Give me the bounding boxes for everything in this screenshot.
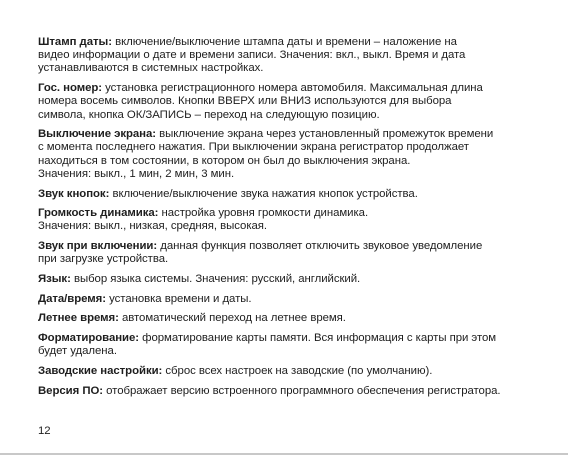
setting-description: установка времени и даты. <box>106 292 252 305</box>
entry-line <box>38 312 540 325</box>
setting-description: видео информации о дате и времени записи. Значения: вкл., выкл. Время и дата <box>38 49 466 62</box>
setting-description: устанавливаются в системных настройках. <box>38 62 264 75</box>
setting-description: номера восемь символов. Кнопки ВВЕРХ или ВНИЗ используются для выбора <box>38 95 452 108</box>
setting-term: Гос. номер: <box>38 82 103 95</box>
setting-description: находиться в том состоянии, в котором он был до выключения экрана. <box>38 154 411 167</box>
entry-line <box>38 207 540 220</box>
setting-term: Выключение экрана: <box>38 128 157 141</box>
setting-entry <box>38 188 540 201</box>
entry-line <box>38 155 540 168</box>
setting-entry <box>38 332 540 358</box>
setting-description: автоматический переход на летнее время. <box>118 312 346 325</box>
setting-description: форматирование карты памяти. Вся информация с карты при этом <box>139 332 497 345</box>
setting-description: с момента последнего нажатия. При выключении экрана регистратор продолжает <box>38 141 469 154</box>
setting-term: Громкость динамика: <box>38 207 159 220</box>
setting-entry <box>38 36 540 76</box>
entry-line <box>38 128 540 141</box>
setting-term: Звук кнопок: <box>38 187 110 200</box>
settings-description-list <box>38 36 540 398</box>
page-number: 12 <box>38 425 51 437</box>
setting-term: Версия ПО: <box>38 384 104 397</box>
setting-description: Значения: выкл., 1 мин, 2 мин, 3 мин. <box>38 167 235 180</box>
entry-line <box>38 141 540 154</box>
entry-line <box>38 82 540 95</box>
setting-entry <box>38 128 540 181</box>
setting-description: выбор языка системы. Значения: русский, английский. <box>70 273 361 286</box>
setting-description: будет удалена. <box>38 345 117 358</box>
setting-term: Дата/время: <box>38 292 106 305</box>
setting-description: включение/выключение звука нажатия кнопок устройства. <box>109 187 418 200</box>
entry-line <box>38 168 540 181</box>
setting-term: Язык: <box>38 273 71 286</box>
entry-line <box>38 365 540 378</box>
setting-description: данная функция позволяет отключить звуковое уведомление <box>157 240 483 253</box>
entry-line <box>38 109 540 122</box>
entry-line <box>38 49 540 62</box>
setting-term: Форматирование: <box>38 332 140 345</box>
setting-entry <box>38 293 540 306</box>
entry-line <box>38 220 540 233</box>
setting-entry <box>38 82 540 122</box>
setting-description: Значения: выкл., низкая, средняя, высокая. <box>38 220 268 233</box>
entry-line <box>38 253 540 266</box>
setting-entry <box>38 240 540 266</box>
entry-line <box>38 273 540 286</box>
setting-entry <box>38 273 540 286</box>
setting-entry <box>38 365 540 378</box>
setting-description: при загрузке устройства. <box>38 253 169 266</box>
setting-entry <box>38 312 540 325</box>
entry-line <box>38 345 540 358</box>
entry-line <box>38 293 540 306</box>
setting-description: настройка уровня громкости динамика. <box>158 207 369 220</box>
setting-term: Звук при включении: <box>38 240 158 253</box>
setting-description: включение/выключение штампа даты и времени – наложение на <box>111 36 457 48</box>
setting-term: Штамп даты: <box>38 36 112 48</box>
setting-description: установка регистрационного номера автомобиля. Максимальная длина <box>102 82 483 95</box>
setting-term: Летнее время: <box>38 312 119 325</box>
setting-description: символа, кнопка ОК/ЗАПИСЬ – переход на следующую позицию. <box>38 108 380 121</box>
entry-line <box>38 95 540 108</box>
entry-line <box>38 36 540 49</box>
entry-line <box>38 188 540 201</box>
setting-entry <box>38 385 540 398</box>
entry-line <box>38 385 540 398</box>
entry-line <box>38 240 540 253</box>
setting-entry <box>38 207 540 233</box>
entry-line <box>38 332 540 345</box>
setting-term: Заводские настройки: <box>38 365 163 378</box>
setting-description: отображает версию встроенного программного обеспечения регистратора. <box>103 384 501 397</box>
entry-line <box>38 62 540 75</box>
setting-description: выключение экрана через установленный промежуток времени <box>156 128 494 141</box>
setting-description: сброс всех настроек на заводские (по умолчанию). <box>162 365 433 378</box>
